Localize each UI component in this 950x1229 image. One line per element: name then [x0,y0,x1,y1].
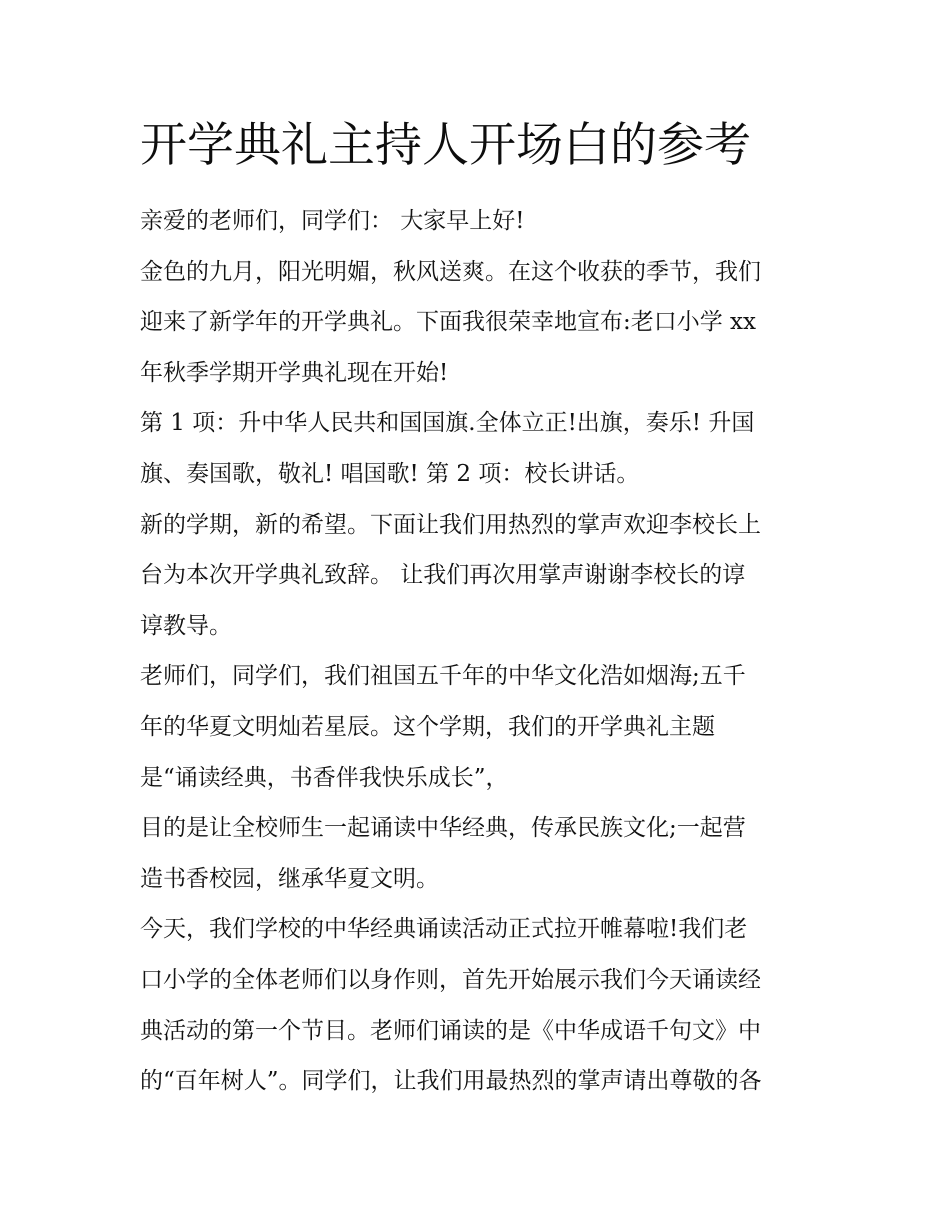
text-line: 谆教导。 [140,612,232,639]
text-line: 亲爱的老师们，同学们： 大家早上好! [140,208,525,234]
text-line: 新的学期，新的希望。下面让我们用热烈的掌声欢迎李校长上 [140,511,761,538]
text-line: 的“百年树人”。同学们，让我们用最热烈的掌声请出尊敬的各 [140,1068,762,1095]
document-content [140,112,820,1107]
text-line: 老师们，同学们，我们祖国五千年的中华文化浩如烟海;五千 [140,663,746,690]
text-line: 目的是让全校师生一起诵读中华经典，传承民族文化;一起营 [140,815,746,842]
text-line: 造书香校园，继承华夏文明。 [140,865,439,892]
text-line: 旗、奏国歌，敬礼! 唱国歌! 第 2 项：校长讲话。 [140,460,640,487]
text-line: 年的华夏文明灿若星辰。这个学期，我们的开学典礼主题 [140,713,715,740]
text-line: 台为本次开学典礼致辞。 让我们再次用掌声谢谢李校长的谆 [140,562,746,589]
document-body [140,196,820,1107]
text-line: 口小学的全体老师们以身作则，首先开始展示我们今天诵读经 [140,966,761,993]
text-line: 金色的九月，阳光明媚，秋风送爽。在这个收获的季节，我们 [140,258,761,285]
text-line: 是“诵读经典，书香伴我快乐成长”， [140,764,509,791]
text-line: 第 1 项：升中华人民共和国国旗.全体立正!出旗，奏乐! 升国 [140,410,755,437]
document-title: 开学典礼主持人开场白的参考 [140,118,751,173]
text-line: 今天，我们学校的中华经典诵读活动正式拉开帷幕啦!我们老 [140,916,748,943]
text-line: 典活动的第一个节目。老师们诵读的是《中华成语千句文》中 [140,1017,761,1044]
text-line: 迎来了新学年的开学典礼。下面我很荣幸地宣布:老口小学 xx [140,309,757,336]
text-line: 年秋季学期开学典礼现在开始! [140,359,449,386]
